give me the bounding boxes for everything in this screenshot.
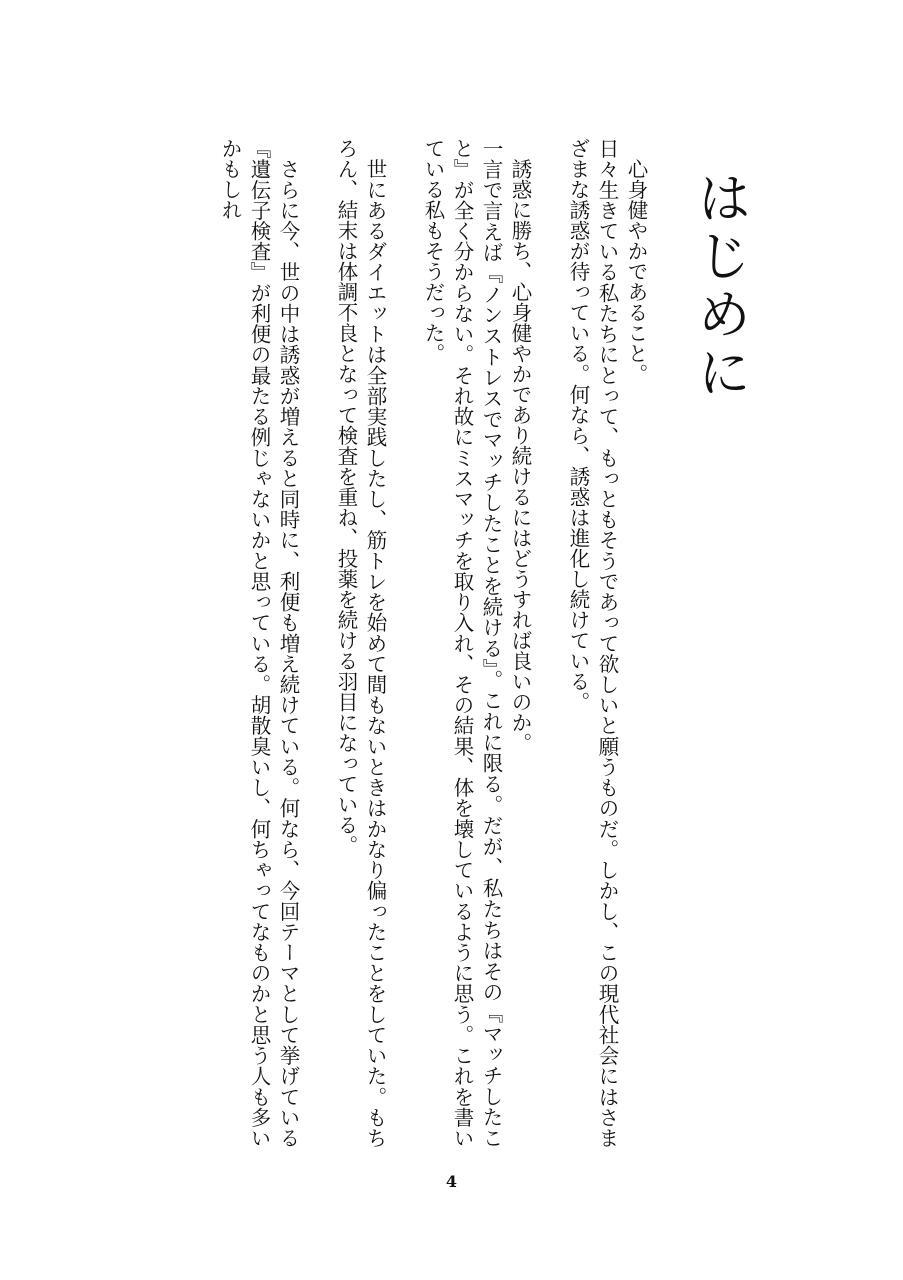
paragraph-6: さらに今、世の中は誘惑が増えると同時に、利便も増え続けている。何なら、今回テーマとして挙げている『遺伝子検査』が利便の最たる例じゃないかと思っている。胡散臭いし、何ちゃってなものかと思う人も多いかもしれ [218,138,300,1148]
body-text [150,138,650,1148]
paragraph-3: 誘惑に勝ち、心身健やかであり続けるにはどうすれば良いのか。 [508,138,532,753]
page-number: 4 [445,1172,458,1191]
page-title: はじめに [689,170,752,402]
paragraph-gap [302,138,331,1148]
paragraph-1: 心身健やかであること。 [624,138,648,384]
paragraph-gap [389,138,418,1148]
paragraph-5: 世にあるダイエットは全部実践したし、筋トレを始めて間もないときはかなり偏ったことをしていた。もちろん、結末は体調不良となって検査を重ね、投薬を続ける羽目になっている。 [334,138,387,1148]
paragraph-2: 日々生きている私たちにとって、もっともそうであって欲しいと願うものだ。しかし、この現代社会にはさまざまな誘惑が待っている。何なら、誘惑は進化し続けている。 [566,138,619,1148]
paragraph-4: 一言で言えば『ノンストレスでマッチしたことを続ける』。これに限る。だが、私たちはその『マッチしたこと』が全く分からない。それ故にミスマッチを取り入れ、その結果、体を壊しているように思う。これを書いている私もそうだった。 [421,138,503,1148]
paragraph-gap [534,138,563,1148]
